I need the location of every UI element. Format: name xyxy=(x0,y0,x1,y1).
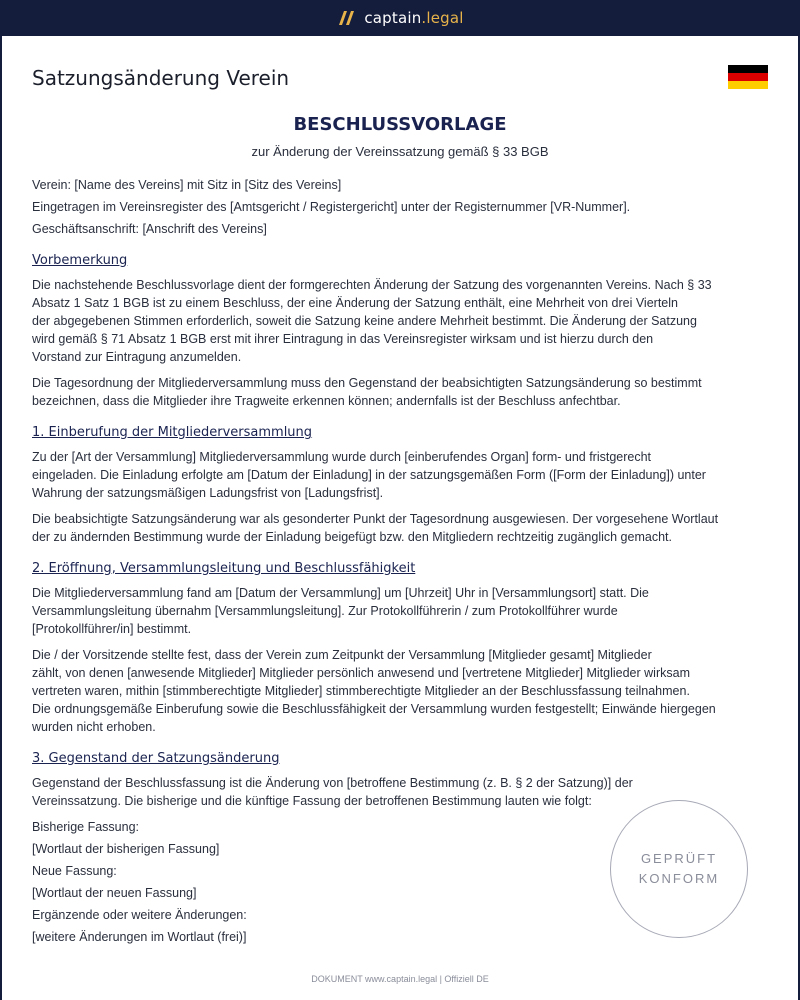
paragraph: Die Tagesordnung der Mitgliederversammlung muss den Gegenstand der beabsichtigten Satzungsänderung so bestimmt bezeichnen, dass die Mitglieder ihre Tragweite erkennen können; andernfalls ist der Beschluss anfechtbar. xyxy=(32,376,702,408)
paragraph: Zu der [Art der Versammlung] Mitgliederversammlung wurde durch [einberufendes Organ] form- und fristgerecht eingeladen. Die Einladung erfolgte am [Datum der Einladung] in der satzungsgemäßen Form ([Form der Einladung]) unter Wahrung der satzungsmäßigen Ladungsfrist von [Ladungsfrist]. xyxy=(32,450,706,500)
new-version-value: [Wortlaut der neuen Fassung] xyxy=(32,886,197,900)
stamp-line-1: GEPRÜFT xyxy=(640,851,718,866)
brand-slash-icon xyxy=(336,10,356,26)
new-version-label: Neue Fassung: xyxy=(32,864,117,878)
address-line: Geschäftsanschrift: [Anschrift des Vereins] xyxy=(32,222,267,236)
brand-name: captain.legal xyxy=(364,9,464,27)
german-flag-icon xyxy=(728,65,768,89)
paragraph: Die nachstehende Beschlussvorlage dient der formgerechten Änderung der Satzung des vorgenannten Vereins. Nach § 33 Absatz 1 Satz 1 BGB ist zu einem Beschluss, der eine Änderung der Satzung enthält, eine Mehrheit von drei Vierteln der abgegebenen Stimmen erforderlich, soweit die Satzung keine andere Mehrheit bestimmt. Die Änderung der Satzung wird gemäß § 71 Absatz 1 BGB erst mit ihrer Eintragung in das Vereinsregister wirksam und ist hierzu durch den Vorstand zur Eintragung anzumelden. xyxy=(32,278,712,364)
stamp-line-2: KONFORM xyxy=(638,871,720,886)
document-footer: DOKUMENT www.captain.legal | Offiziell DE xyxy=(311,974,489,984)
additional-changes-value: [weitere Änderungen im Wortlaut (frei)] xyxy=(32,930,247,944)
previous-version-label: Bisherige Fassung: xyxy=(32,820,140,834)
paragraph: Die Mitgliederversammlung fand am [Datum der Versammlung] um [Uhrzeit] Uhr in [Versammlungsort] statt. Die Versammlungsleitung übernahm [Versammlungsleitung]. Zur Protokollführerin / zum Protokollführer wurde [Protokollführer/in] bestimmt. xyxy=(32,586,649,636)
sub-heading: zur Änderung der Vereinssatzung gemäß § 33 BGB xyxy=(251,144,549,159)
section-heading-opening: 2. Eröffnung, Versammlungsleitung und Beschlussfähigkeit xyxy=(32,561,416,576)
register-line: Eingetragen im Vereinsregister des [Amtsgericht / Registergericht] unter der Registernummer [VR-Nummer]. xyxy=(32,200,631,214)
approval-stamp xyxy=(610,800,748,938)
paragraph: Gegenstand der Beschlussfassung ist die Änderung von [betroffene Bestimmung (z. B. § 2 der Satzung)] der Vereinssatzung. Die bisherige und die künftige Fassung der betroffenen Bestimmung lauten wie folgt: xyxy=(32,776,633,808)
brand-logo[interactable] xyxy=(336,9,463,27)
section-heading-subject: 3. Gegenstand der Satzungsänderung xyxy=(32,751,280,766)
top-bar xyxy=(0,0,800,36)
section-heading-convocation: 1. Einberufung der Mitgliederversammlung xyxy=(32,425,313,440)
association-name-line: Verein: [Name des Vereins] mit Sitz in [Sitz des Vereins] xyxy=(32,178,342,192)
document-title: Satzungsänderung Verein xyxy=(32,66,290,90)
paragraph: Die / der Vorsitzende stellte fest, dass der Verein zum Zeitpunkt der Versammlung [Mitglieder gesamt] Mitglieder zählt, von denen [anwesende Mitglieder] Mitglieder persönlich anwesend und [vertretene Mitglieder] Mitglieder wirksam vertreten waren, mithin [stimmberechtigte Mitglieder] stimmberechtigte Mitglieder an der Beschlussfassung teilnahmen. Die ordnungsgemäße Einberufung sowie die Beschlussfähigkeit der Versammlung wurden festgestellt; Einwände hiergegen wurden nicht erhoben. xyxy=(32,648,716,734)
brand-accent: .legal xyxy=(421,9,464,27)
additional-changes-label: Ergänzende oder weitere Änderungen: xyxy=(32,908,247,922)
section-heading-preliminary: Vorbemerkung xyxy=(32,253,128,268)
document-page xyxy=(2,36,798,1000)
previous-version-value: [Wortlaut der bisherigen Fassung] xyxy=(32,842,220,856)
paragraph: Die beabsichtigte Satzungsänderung war als gesonderter Punkt der Tagesordnung ausgewiesen. Der vorgesehene Wortlaut der zu ändernden Bestimmung wurde der Einladung beigefügt bzw. den Mitgliedern rechtzeitig zugänglich gemacht. xyxy=(32,512,719,544)
main-heading: BESCHLUSSVORLAGE xyxy=(293,114,507,135)
